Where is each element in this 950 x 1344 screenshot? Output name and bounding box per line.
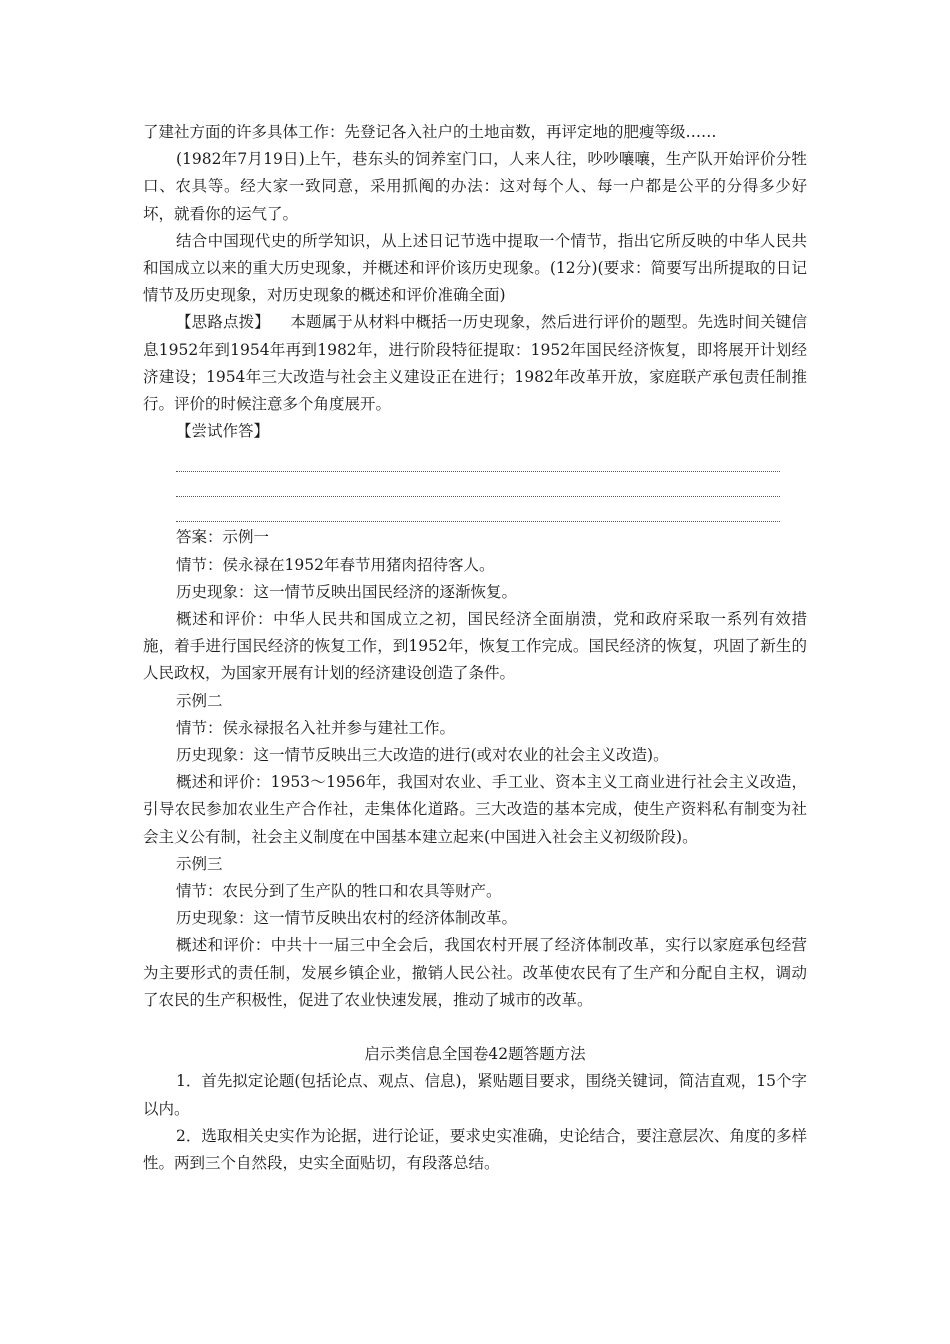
method-step-2: 2．选取相关史实作为论据，进行论证，要求史实准确，史论结合，要注意层次、角度的多样性。两到三个自然段，史实全面贴切，有段落总结。 — [143, 1126, 807, 1172]
try-answer-label: 【尝试作答】 — [176, 422, 270, 441]
answer-line[interactable] — [176, 447, 780, 472]
example3-title: 示例三 — [176, 854, 223, 873]
example1-plot: 情节：侯永禄在1952年春节用猪肉招待客人。 — [176, 555, 495, 574]
document-body — [143, 119, 807, 1177]
answer-line[interactable] — [176, 472, 780, 497]
method-step-1: 1．首先拟定论题(包括论点、观点、信息)，紧贴题目要求，围绕关键词，简洁直观，15个字以内。 — [143, 1072, 807, 1118]
answer-intro: 答案：示例一 — [176, 528, 270, 547]
example3-evaluation: 概述和评价：中共十一届三中全会后，我国农村开展了经济体制改革，实行以家庭承包经营为主要形式的责任制，发展乡镇企业，撤销人民公社。改革使农民有了生产和分配自主权，调动了农民的生产积极性，促进了农业快速发展，推动了城市的改革。 — [143, 936, 807, 1009]
example3-phenomenon: 历史现象：这一情节反映出农村的经济体制改革。 — [176, 909, 518, 928]
diary-entry-1982: (1982年7月19日)上午，巷东头的饲养室门口，人来人往，吵吵嚷嚷，生产队开始评价分牲口、农具等。经大家一致同意，采用抓阄的办法：这对每个人、每一户都是公平的分得多少好坏，就看你的运气了。 — [143, 150, 807, 223]
hint-paragraph — [143, 309, 807, 418]
example2-evaluation: 概述和评价：1953～1956年，我国对农业、手工业、资本主义工商业进行社会主义改造，引导农民参加农业生产合作社，走集体化道路。三大改造的基本完成，使生产资料私有制变为社会主义公有制，社会主义制度在中国基本建立起来(中国进入社会主义初级阶段)。 — [143, 773, 807, 846]
example2-title: 示例二 — [176, 691, 223, 710]
example2-plot: 情节：侯永禄报名入社并参与建社工作。 — [176, 718, 456, 737]
hint-text: 本题属于从材料中概括一历史现象，然后进行评价的题型。先选时间关键信息1952年到1954年再到1982年，进行阶段特征提取：1952年国民经济恢复，即将展开计划经济建设；1954年三大改造与社会主义建设正在进行；1982年改革开放，家庭联产承包责任制推行。评价的时候注意多个角度展开。 — [143, 313, 807, 414]
question-text: 结合中国现代史的所学知识，从上述日记节选中提取一个情节，指出它所反映的中华人民共和国成立以来的重大历史现象，并概述和评价该历史现象。(12分)(要求：简要写出所提取的日记情节及历史现象，对历史现象的概述和评价准确全面) — [143, 231, 807, 305]
diary-continuation: 了建社方面的许多具体工作：先登记各入社户的土地亩数，再评定地的肥瘦等级…… — [143, 123, 717, 141]
answer-line[interactable] — [176, 497, 780, 522]
hint-label: 【思路点拨】 — [176, 313, 270, 332]
example2-phenomenon: 历史现象：这一情节反映出三大改造的进行(或对农业的社会主义改造)。 — [176, 746, 669, 765]
example1-evaluation: 概述和评价：中华人民共和国成立之初，国民经济全面崩溃，党和政府采取一系列有效措施，着手进行国民经济的恢复工作，到1952年，恢复工作完成。国民经济的恢复，巩固了新生的人民政权，为国家开展有计划的经济建设创造了条件。 — [143, 610, 807, 683]
example3-plot: 情节：农民分到了生产队的牲口和农具等财产。 — [176, 882, 502, 901]
method-title: 启示类信息全国卷42题答题方法 — [364, 1045, 586, 1064]
answer-lines — [143, 447, 807, 522]
example1-phenomenon: 历史现象：这一情节反映出国民经济的逐渐恢复。 — [176, 582, 518, 601]
